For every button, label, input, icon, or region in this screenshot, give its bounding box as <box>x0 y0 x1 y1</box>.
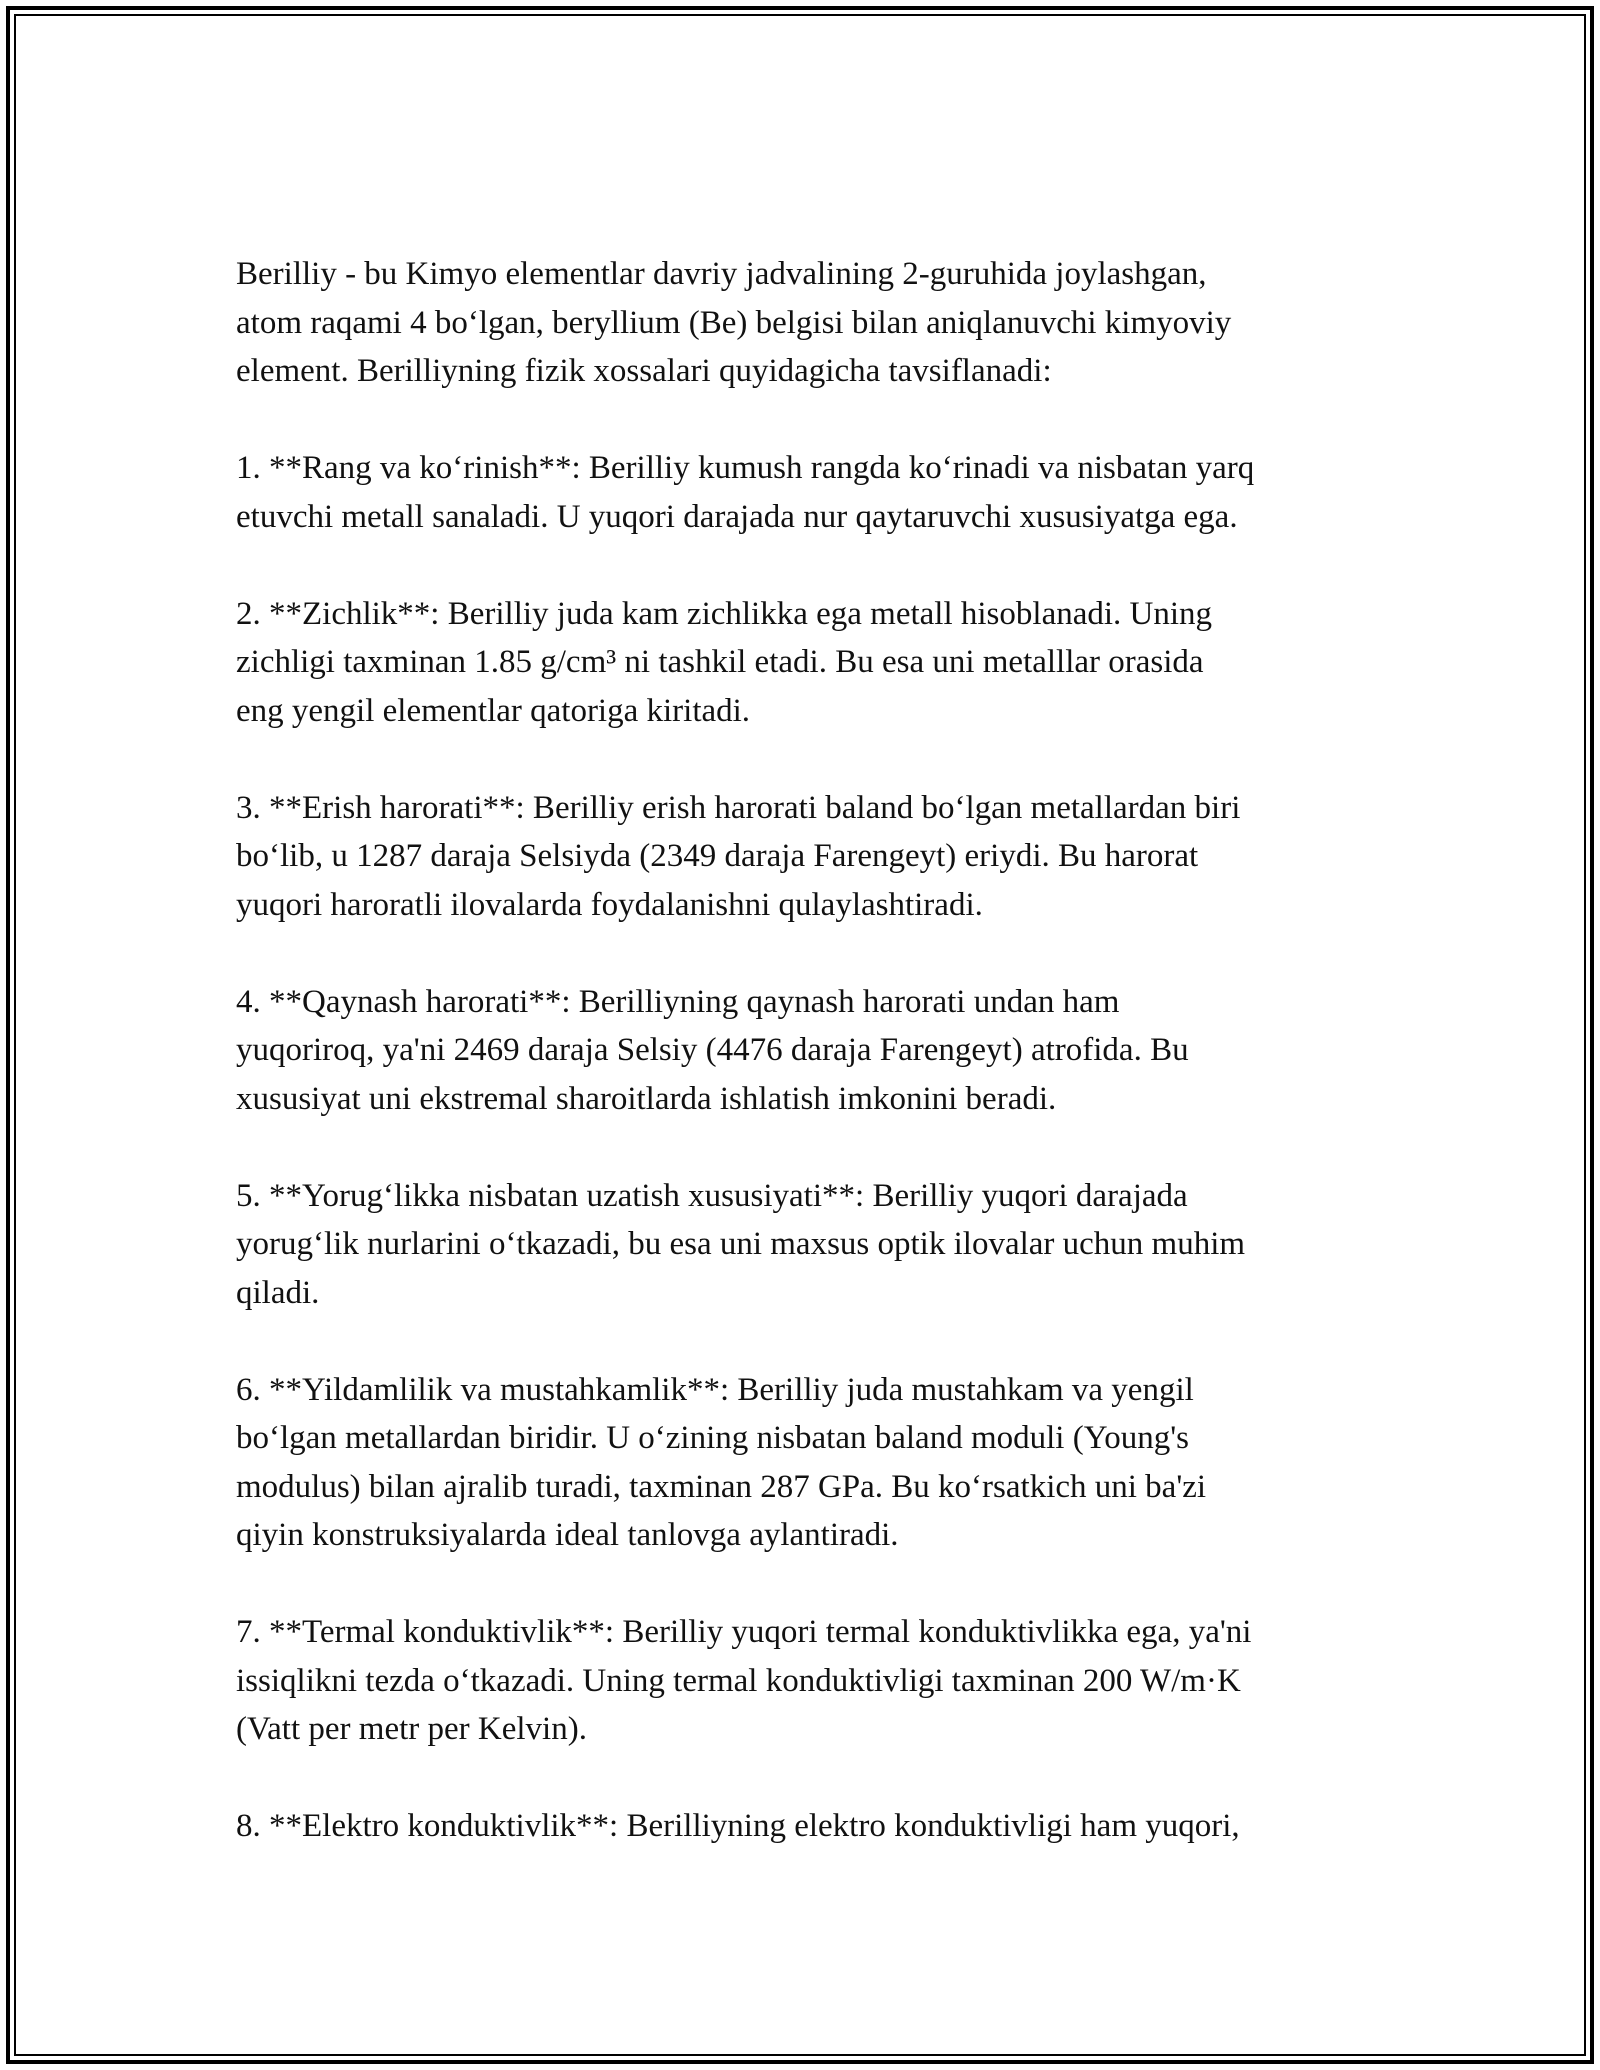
list-item-density: 2. **Zichlik**: Berilliy juda kam zichlikka ega metall hisoblanadi. Uning zichligi taxminan 1.85 g/cm³ ni tashkil etadi. Bu esa uni metalllar orasida eng yengil elementlar qatoriga kiritadi. <box>236 595 1213 729</box>
list-item-strength: 6. **Yildamlilik va mustahkamlik**: Berilliy juda mustahkam va yengil bo‘lgan metallardan biridir. U o‘zining nisbatan baland moduli (Young's modulus) bilan ajralib turadi, taxminan 287 GPa. Bu ko‘rsatkich uni ba'zi qiyin konstruksiyalarda ideal tanlovga aylantiradi. <box>236 1371 1207 1553</box>
list-item-electrical-conductivity: 8. **Elektro konduktivlik**: Berilliyning elektro konduktivligi ham yuqori, <box>236 1808 1240 1844</box>
intro-paragraph: Berilliy - bu Kimyo elementlar davriy jadvalining 2-guruhida joylashgan, atom raqami 4 bo‘lgan, beryllium (Be) belgisi bilan aniqlanuvchi kimyoviy element. Berilliyning fizik xossalari quyidagicha tavsiflanadi: <box>236 256 1232 389</box>
document-body <box>236 250 1386 1851</box>
list-item-melting-point: 3. **Erish harorati**: Berilliy erish harorati baland bo‘lgan metallardan biri bo‘lib, u 1287 daraja Selsiyda (2349 daraja Farengeyt) eriydi. Bu harorat yuqori haroratli ilovalarda foydalanishni qulaylashtiradi. <box>236 789 1241 923</box>
list-item-boiling-point: 4. **Qaynash harorati**: Berilliyning qaynash harorati undan ham yuqoriroq, ya'ni 2469 daraja Selsiy (4476 daraja Farengeyt) atrofida. Bu xususiyat uni ekstremal sharoitlarda ishlatish imkonini beradi. <box>236 983 1189 1117</box>
list-item-color: 1. **Rang va ko‘rinish**: Berilliy kumush rangda ko‘rinadi va nisbatan yarq etuvchi metall sanaladi. U yuqori darajada nur qaytaruvchi xususiyatga ega. <box>236 450 1255 535</box>
list-item-light-transmission: 5. **Yorug‘likka nisbatan uzatish xususiyati**: Berilliy yuqori darajada yorug‘lik nurlarini o‘tkazadi, bu esa uni maxsus optik ilovalar uchun muhim qiladi. <box>236 1177 1246 1311</box>
list-item-thermal-conductivity: 7. **Termal konduktivlik**: Berilliy yuqori termal konduktivlikka ega, ya'ni issiqlikni tezda o‘tkazadi. Uning termal konduktivligi taxminan 200 W/m·K (Vatt per metr per Kelvin). <box>236 1614 1252 1747</box>
